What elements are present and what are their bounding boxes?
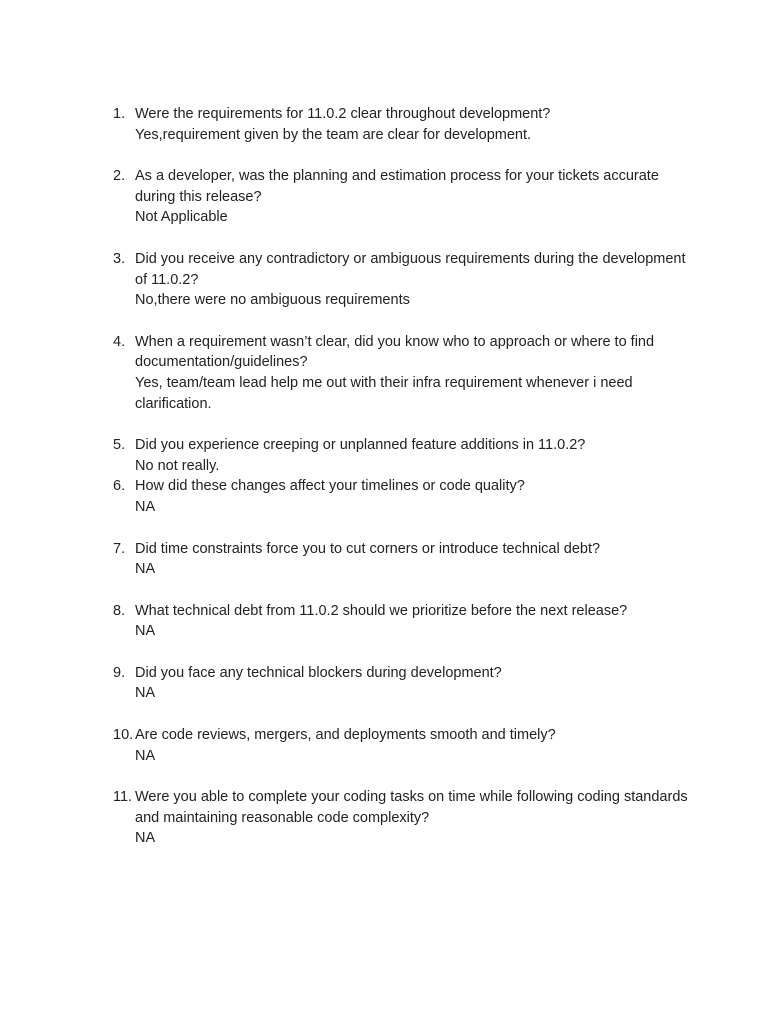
answer-text: Yes,requirement given by the team are clear for development. bbox=[135, 126, 532, 143]
item-number: 9. bbox=[113, 664, 126, 681]
question-list bbox=[0, 104, 768, 849]
item-number: 11. bbox=[113, 789, 133, 806]
question-text: Did you experience creeping or unplanned feature additions in 11.0.2? bbox=[135, 437, 586, 454]
item-body bbox=[135, 249, 695, 311]
answer-text: NA bbox=[135, 830, 156, 847]
item-body bbox=[135, 166, 695, 228]
question-text: How did these changes affect your timelines or code quality? bbox=[135, 478, 525, 495]
item-number: 4. bbox=[113, 333, 126, 350]
answer-text: No,there were no ambiguous requirements bbox=[135, 292, 410, 309]
question-text: Did you receive any contradictory or ambiguous requirements during the development of 11.0.2? bbox=[135, 250, 686, 288]
question-text: Are code reviews, mergers, and deployments smooth and timely? bbox=[135, 727, 556, 744]
answer-text: Not Applicable bbox=[135, 209, 228, 226]
item-number: 3. bbox=[113, 250, 126, 267]
question-text: As a developer, was the planning and estimation process for your tickets accurate during this release? bbox=[135, 168, 659, 205]
item-body bbox=[135, 332, 695, 414]
answer-text: No not really. bbox=[135, 457, 220, 474]
item-body bbox=[135, 725, 695, 766]
answer-text: NA bbox=[135, 498, 156, 515]
item-body bbox=[135, 435, 695, 476]
answer-text: NA bbox=[135, 685, 156, 702]
qa-item-7 bbox=[0, 539, 768, 580]
qa-item-5 bbox=[0, 435, 768, 476]
qa-item-6 bbox=[0, 476, 768, 517]
item-number: 10. bbox=[113, 727, 134, 744]
item-body bbox=[135, 476, 695, 517]
item-body bbox=[135, 787, 695, 849]
answer-text: Yes, team/team lead help me out with their infra requirement whenever i need clarification. bbox=[135, 374, 633, 412]
answer-text: NA bbox=[135, 561, 156, 578]
item-body bbox=[135, 539, 695, 580]
question-text: What technical debt from 11.0.2 should we prioritize before the next release? bbox=[135, 602, 628, 619]
item-number: 2. bbox=[113, 168, 126, 185]
question-text: Did you face any technical blockers during development? bbox=[135, 664, 502, 681]
qa-item-2 bbox=[0, 166, 768, 228]
qa-item-4 bbox=[0, 332, 768, 414]
qa-item-3 bbox=[0, 249, 768, 311]
question-text: Were you able to complete your coding tasks on time while following coding standards and maintaining reasonable code complexity? bbox=[135, 789, 688, 826]
answer-text: NA bbox=[135, 623, 156, 640]
item-number: 6. bbox=[113, 478, 126, 495]
qa-item-9 bbox=[0, 663, 768, 704]
qa-item-1 bbox=[0, 104, 768, 145]
answer-text: NA bbox=[135, 747, 156, 764]
qa-item-11 bbox=[0, 787, 768, 849]
question-text: Did time constraints force you to cut corners or introduce technical debt? bbox=[135, 540, 601, 557]
item-body bbox=[135, 663, 695, 704]
item-number: 5. bbox=[113, 437, 126, 454]
qa-item-8 bbox=[0, 601, 768, 642]
item-number: 1. bbox=[113, 106, 126, 122]
item-body bbox=[135, 104, 695, 145]
item-number: 7. bbox=[113, 540, 126, 557]
question-text: When a requirement wasn’t clear, did you know who to approach or where to find documentation/guidelines? bbox=[135, 333, 655, 371]
item-number: 8. bbox=[113, 602, 126, 619]
question-text: Were the requirements for 11.0.2 clear throughout development? bbox=[135, 106, 551, 122]
item-body bbox=[135, 601, 695, 642]
qa-item-10 bbox=[0, 725, 768, 766]
